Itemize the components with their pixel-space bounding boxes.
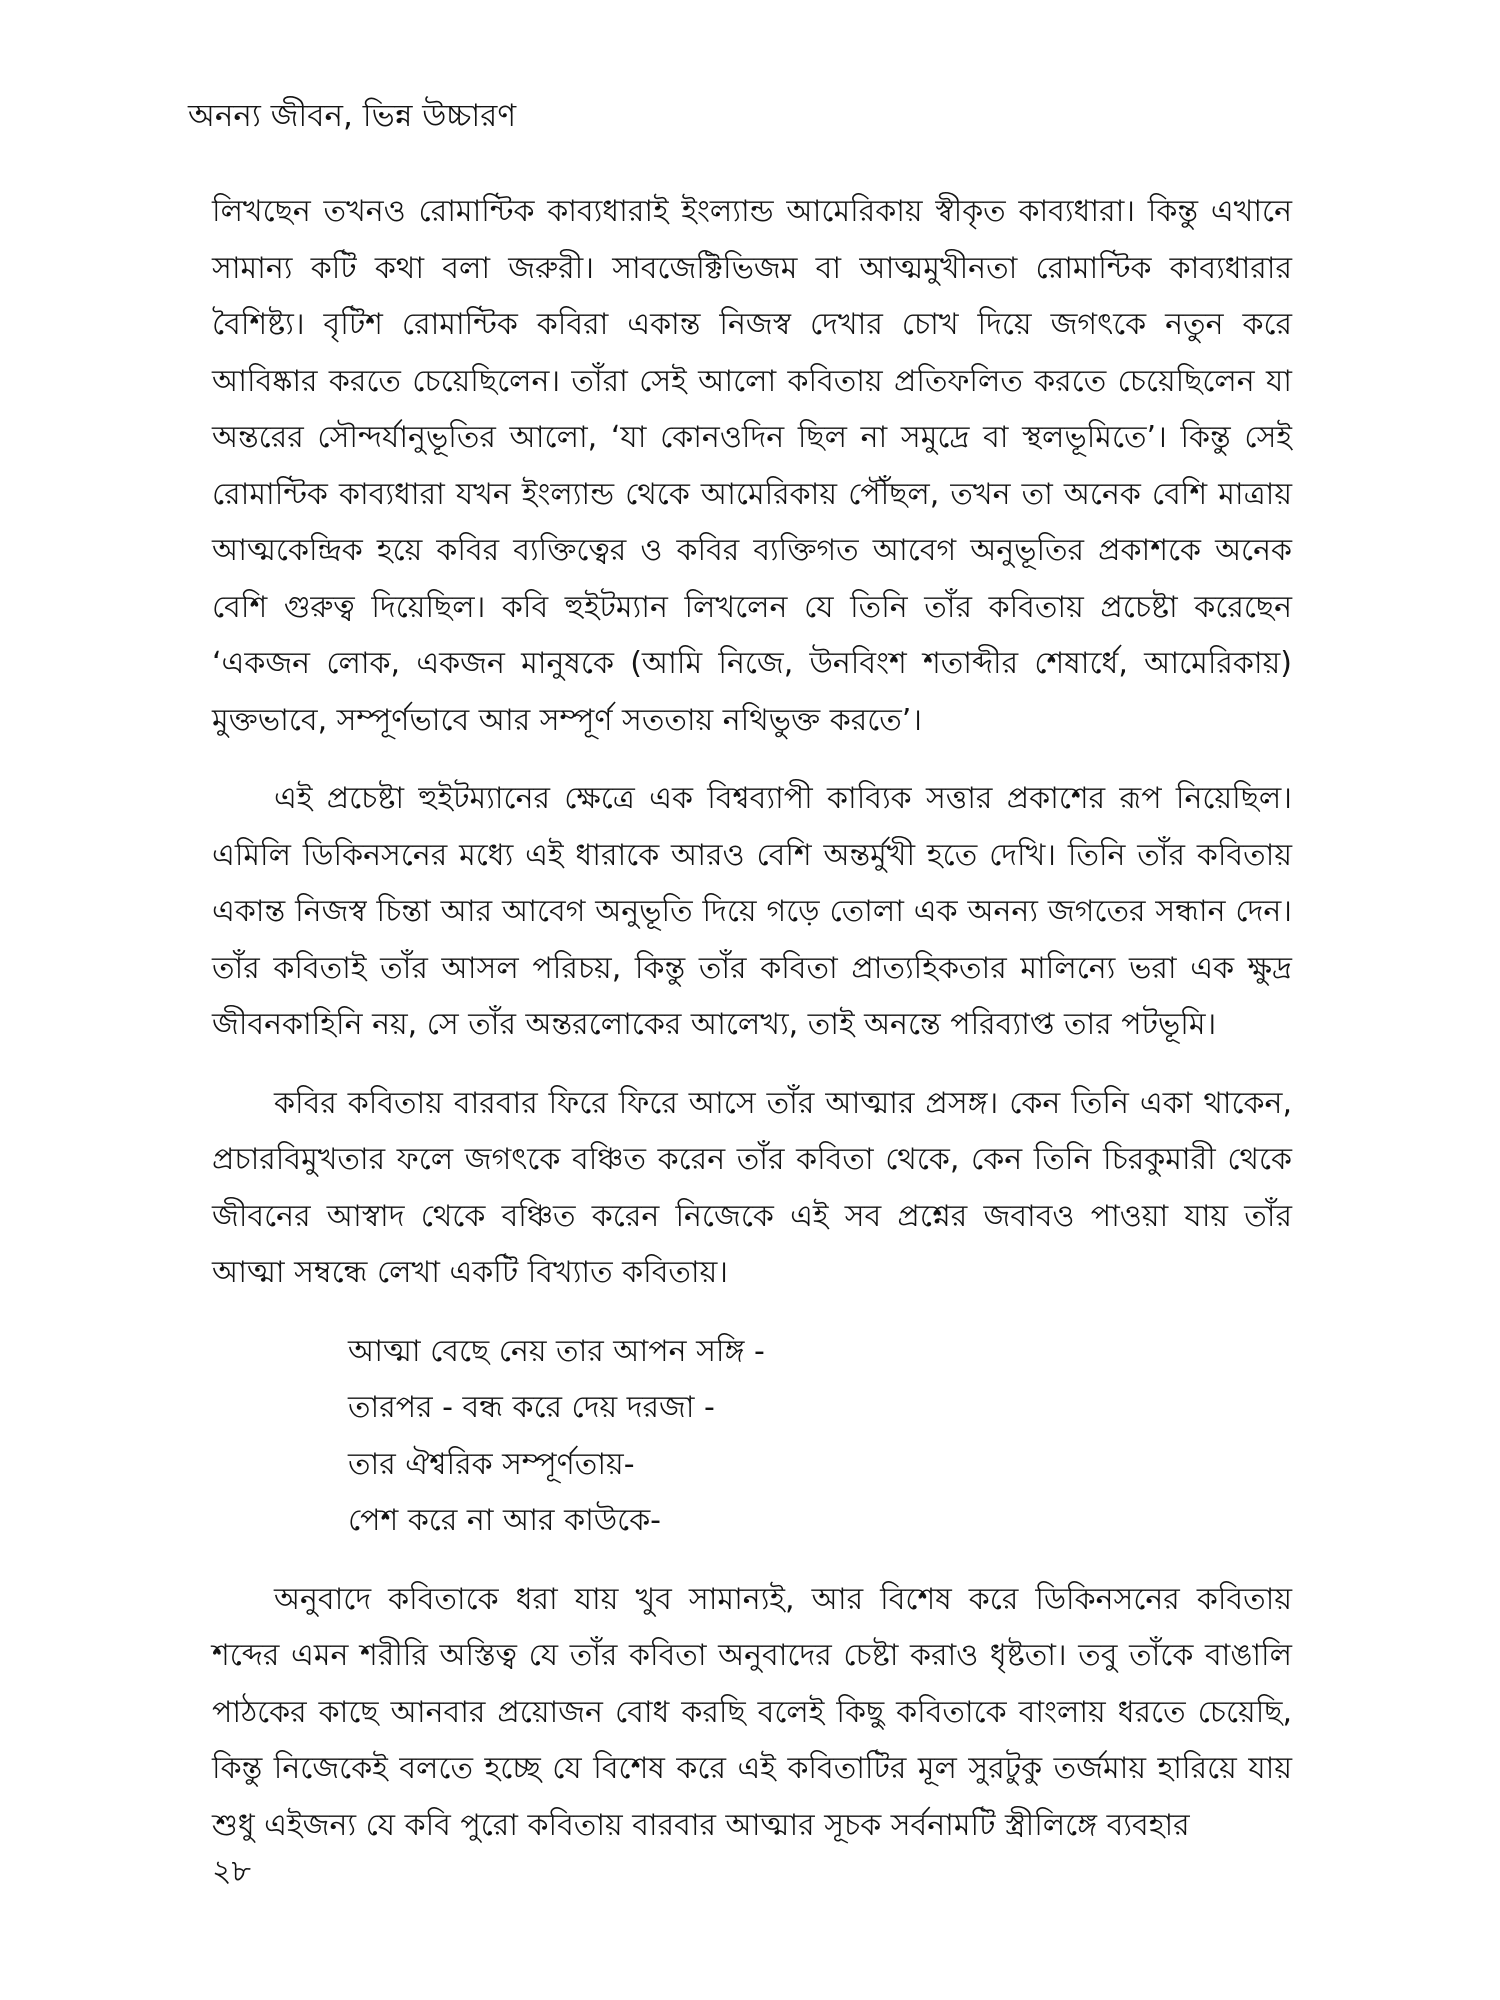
- paragraph-2: এই প্রচেষ্টা হুইটম্যানের ক্ষেত্রে এক বিশ্বব্যাপী কাব্যিক সত্তার প্রকাশের রূপ নিয়েছিল। এমিলি ডিকিনসনের মধ্যে এই ধারাকে আরও বেশি অন্তর্মুখী হতে দেখি। তিনি তাঁর কবিতায় একান্ত নিজস্ব চিন্তা আর আবেগ অনুভূতি দিয়ে গড়ে তোলা এক অনন্য জগতের সন্ধান দেন। তাঁর কবিতাই তাঁর আসল পরিচয়, কিন্তু তাঁর কবিতা প্রাত্যহিকতার মালিন্যে ভরা এক ক্ষুদ্র জীবনকাহিনি নয়, সে তাঁর অন্তরলোকের আলেখ্য, তাই অনন্তে পরিব্যাপ্ত তার পটভূমি।: [212, 781, 1292, 1042]
- page-number: ২৮: [212, 1854, 251, 1889]
- poem-line: আত্মা বেছে নেয় তার আপন সঙ্গি -: [348, 1333, 765, 1369]
- running-header: অনন্য জীবন, ভিন্ন উচ্চারণ: [188, 98, 517, 134]
- paragraph-1: লিখছেন তখনও রোমান্টিক কাব্যধারাই ইংল্যান্ড আমেরিকায় স্বীকৃত কাব্যধারা। কিন্তু এখানে সামান্য কটি কথা বলা জরুরী। সাবজেক্টিভিজম বা আত্মমুখীনতা রোমান্টিক কাব্যধারার বৈশিষ্ট্য। বৃটিশ রোমান্টিক কবিরা একান্ত নিজস্ব দেখার চোখ দিয়ে জগৎকে নতুন করে আবিষ্কার করতে চেয়েছিলেন। তাঁরা সেই আলো কবিতায় প্রতিফলিত করতে চেয়েছিলেন যা অন্তরের সৌন্দর্যানুভূতির আলো, ‘যা কোনওদিন ছিল না সমুদ্রে বা স্থলভূমিতে’। কিন্তু সেই রোমান্টিক কাব্যধারা যখন ইংল্যান্ড থেকে আমেরিকায় পৌঁছল, তখন তা অনেক বেশি মাত্রায় আত্মকেন্দ্রিক হয়ে কবির ব্যক্তিত্বের ও কবির ব্যক্তিগত আবেগ অনুভূতির প্রকাশকে অনেক বেশি গুরুত্ব দিয়েছিল। কবি হুইটম্যান লিখলেন যে তিনি তাঁর কবিতায় প্রচেষ্টা করেছেন ‘একজন লোক, একজন মানুষকে (আমি নিজে, উনবিংশ শতাব্দীর শেষার্ধে, আমেরিকায়) মুক্তভাবে, সম্পূর্ণভাবে আর সম্পূর্ণ সততায় নথিভুক্ত করতে’।: [212, 194, 1292, 738]
- poem-line: তারপর - বন্ধ করে দেয় দরজা -: [348, 1390, 715, 1425]
- poem-line: তার ঐশ্বরিক সম্পূর্ণতায়-: [348, 1446, 635, 1482]
- body-text: [212, 184, 1292, 1876]
- poem-line: পেশ করে না আর কাউকে-: [348, 1503, 662, 1538]
- paragraph-4: অনুবাদে কবিতাকে ধরা যায় খুব সামান্যই, আর বিশেষ করে ডিকিনসনের কবিতায় শব্দের এমন শরীরি অস্তিত্ব যে তাঁর কবিতা অনুবাদের চেষ্টা করাও ধৃষ্টতা। তবু তাঁকে বাঙালি পাঠকের কাছে আনবার প্রয়োজন বোধ করছি বলেই কিছু কবিতাকে বাংলায় ধরতে চেয়েছি, কিন্তু নিজেকেই বলতে হচ্ছে যে বিশেষ করে এই কবিতাটির মূল সুরটুকু তর্জমায় হারিয়ে যায় শুধু এইজন্য যে কবি পুরো কবিতায় বারবার আত্মার সূচক সর্বনামটি স্ত্রীলিঙ্গে ব্যবহার: [212, 1581, 1292, 1843]
- poem-excerpt: [212, 1324, 1292, 1550]
- paragraph-3: কবির কবিতায় বারবার ফিরে ফিরে আসে তাঁর আত্মার প্রসঙ্গ। কেন তিনি একা থাকেন, প্রচারবিমুখতার ফলে জগৎকে বঞ্চিত করেন তাঁর কবিতা থেকে, কেন তিনি চিরকুমারী থেকে জীবনের আস্বাদ থেকে বঞ্চিত করেন নিজেকে এই সব প্রশ্নের জবাবও পাওয়া যায় তাঁর আত্মা সম্বন্ধে লেখা একটি বিখ্যাত কবিতায়।: [212, 1085, 1292, 1290]
